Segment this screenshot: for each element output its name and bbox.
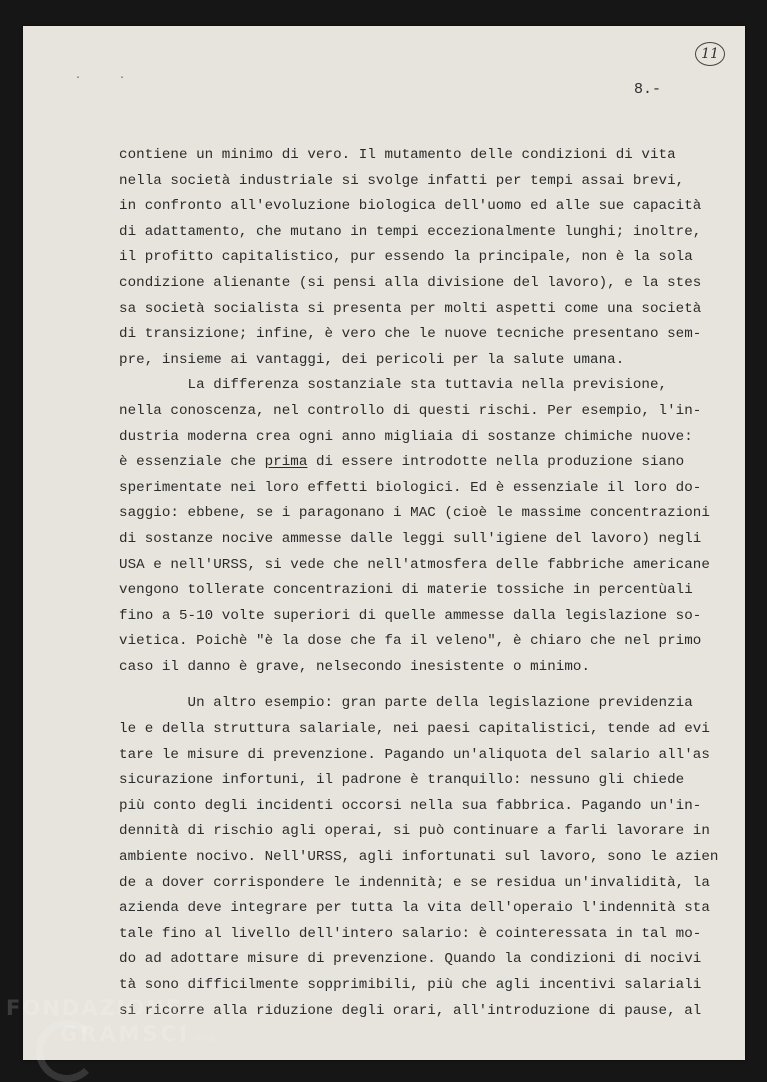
archive-number-stamp: 11 [695,42,725,66]
paragraph-gap [119,680,719,691]
text-line: nella conoscenza, nel controllo di questi rischi. Per esempio, l'in- [119,402,702,419]
page-number: 8.- [634,81,662,98]
text-line: de a dover corrispondere le indennità; e se residua un'invalidità, la [119,874,710,891]
text-line: le e della struttura salariale, nei paesi capitalistici, tende ad evi [119,721,710,738]
text-line: tale fino al livello dell'intero salario: è cointeressata in tal mo- [119,925,702,942]
paragraph-1 [119,143,719,373]
text-line: nella società industriale si svolge infatti per tempi assai brevi, [119,172,685,189]
text-line: di adattamento, che mutano in tempi eccezionalmente lunghi; inoltre, [119,223,702,240]
text-line: pre, insieme ai vantaggi, dei pericoli per la salute umana. [119,351,625,368]
watermark-name: GRAMSCI [60,1022,190,1046]
archive-watermark [6,996,215,1046]
text-line: caso il danno è grave, nelsecondo inesistente o minimo. [119,658,591,675]
text-line: La differenza sostanziale sta tuttavia nella previsione, [119,377,668,394]
text-line: il profitto capitalistico, pur essendo la principale, non è la sola [119,249,693,266]
text-line: Un altro esempio: gran parte della legislazione previdenzia [119,695,693,712]
text-line: sicurazione infortuni, il padrone è tranquillo: nessuno gli chiede [119,772,685,789]
text-line: USA e nell'URSS, si vede che nell'atmosfera delle fabbriche americane [119,556,710,573]
margin-marks: . . [75,71,142,82]
text-line: sa società socialista si presenta per molti aspetti come una società [119,300,702,317]
text-line: tà sono difficilmente sopprimibili, più che agli incentivi salariali [119,977,702,993]
text-line: di sostanze nocive ammesse dalle leggi sull'igiene del lavoro) negli [119,530,702,547]
text-line: tare le misure di prevenzione. Pagando un'aliquota del salario all'as [119,746,710,763]
text-line: fino a 5-10 volte superiori di quelle ammesse dalla legislazione so- [119,607,702,624]
text-line: in confronto all'evoluzione biologica dell'uomo ed alle sue capacità [119,198,702,215]
paragraph-2 [119,373,719,680]
text-line: do ad adottare misure di prevenzione. Quando la condizioni di nocivi [119,951,702,968]
paragraph-3 [119,691,719,1024]
watermark-line-1: FONDAZIONE [6,996,183,1020]
text-line: contiene un minimo di vero. Il mutamento delle condizioni di vita [119,147,676,163]
text-line: sperimentate nei loro effetti biologici. Ed è essenziale il loro do- [119,479,702,496]
text-line: dennità di rischio agli operai, si può continuare a farli lavorare in [119,823,710,840]
watermark-suffix: onlus [193,1034,216,1043]
text-line: ambiente nocivo. Nell'URSS, agli infortunati sul lavoro, sono le azien [119,849,719,866]
text-line: dustria moderna crea ogni anno migliaia di sostanze chimiche nuove: [119,428,693,445]
text-line: azienda deve integrare per tutta la vita dell'operaio l'indennità sta [119,900,710,917]
text-segment: è essenziale che [119,454,265,471]
text-line: vengono tollerate concentrazioni di materie tossiche in percentùali [119,582,693,599]
watermark-logo-icon [36,1020,98,1082]
text-line: di transizione; infine, è vero che le nuove tecniche presentano sem- [119,326,702,343]
text-line: condizione alienante (si pensi alla divisione del lavoro), e la stes [119,274,702,291]
underlined-word: prima [264,454,308,471]
text-line: saggio: ebbene, se i paragonano i MAC (cioè le massime concentrazioni [119,505,710,522]
body-text [119,143,719,1024]
text-segment: di essere introdotte nella produzione siano [307,454,685,471]
text-line: vietica. Poichè "è la dose che fa il veleno", è chiaro che nel primo [119,633,702,650]
text-line [119,450,719,476]
text-line: si ricorre alla riduzione degli orari, all'introduzione di pause, al [119,1002,702,1019]
document-page [23,26,745,1060]
text-line: più conto degli incidenti occorsi nella sua fabbrica. Pagando un'in- [119,797,702,814]
